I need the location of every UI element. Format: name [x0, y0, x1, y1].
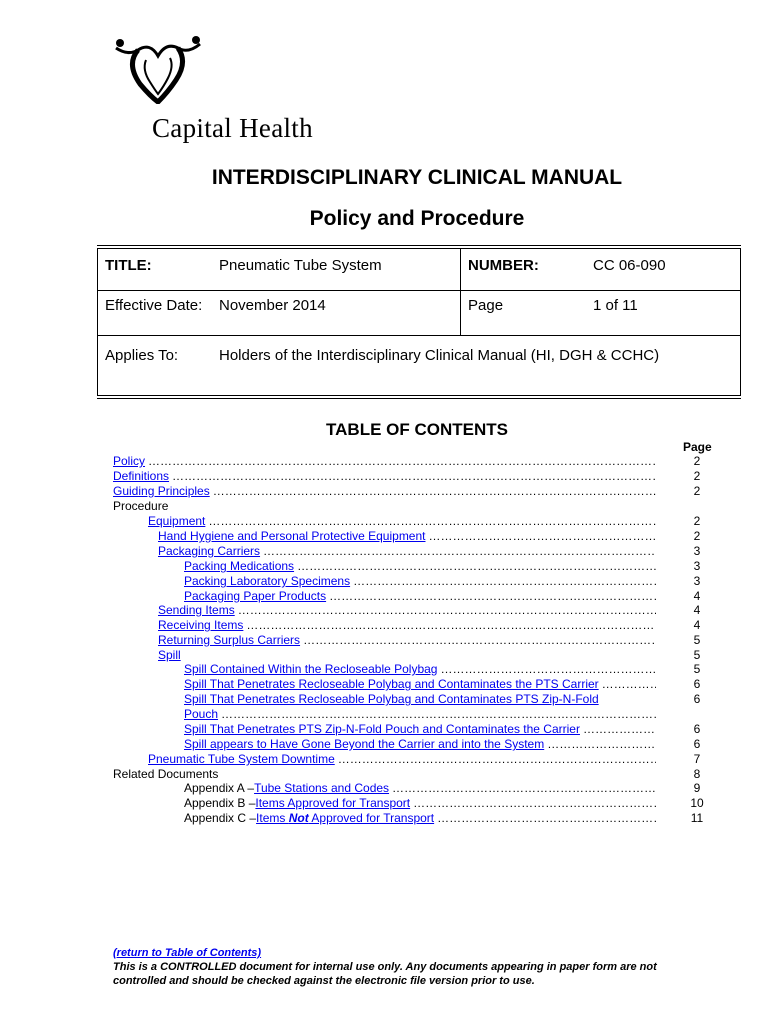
toc-entry — [184, 707, 656, 722]
appendix-label: Appendix C – — [184, 811, 257, 825]
table-bottom-rule — [97, 398, 741, 399]
toc-page-number: 9 — [693, 781, 701, 795]
toc-link-packaging-paper-products[interactable]: Packaging Paper Products — [184, 589, 327, 603]
toc-entry — [158, 544, 656, 559]
toc-page-number: 5 — [693, 648, 701, 662]
toc-link-sending-items[interactable]: Sending Items — [158, 603, 235, 617]
toc-link-policy[interactable]: Policy — [113, 454, 146, 468]
toc-entry — [184, 559, 656, 574]
toc-link-spill-into-system[interactable]: Spill appears to Have Gone Beyond the Carrier and into the System — [184, 737, 545, 751]
effective-date-value: November 2014 — [219, 297, 326, 314]
title-label: TITLE: — [105, 257, 152, 274]
link-text: Approved for Transport — [308, 811, 435, 825]
toc-page-number: 6 — [693, 722, 701, 736]
toc-page-number: 5 — [693, 633, 701, 647]
toc-entry — [184, 589, 656, 604]
toc-link-packing-medications[interactable]: Packing Medications — [184, 559, 295, 573]
toc-link-returning-surplus-carriers[interactable]: Returning Surplus Carriers — [158, 633, 301, 647]
toc-entry — [158, 633, 656, 648]
toc-section-related-documents — [113, 767, 656, 782]
toc-entry — [184, 722, 656, 737]
toc-page-number: 4 — [693, 618, 701, 632]
toc-link-items-approved[interactable]: Items Approved for Transport — [255, 796, 411, 810]
toc-entry — [184, 692, 656, 707]
toc-page-number: 8 — [693, 767, 701, 781]
toc-section-procedure — [113, 499, 656, 514]
toc-page-number: 3 — [693, 559, 701, 573]
toc-link-spill[interactable]: Spill — [158, 648, 181, 662]
toc-link-pts-downtime[interactable]: Pneumatic Tube System Downtime — [148, 752, 335, 766]
controlled-document-notice: This is a CONTROLLED document for internal use only. Any documents appearing in paper form are not controlled and should be checked against the electronic file version prior to use. — [113, 961, 657, 987]
number-label: NUMBER: — [468, 257, 539, 274]
link-emphasis: Not — [288, 811, 309, 825]
return-to-toc-link[interactable]: (return to Table of Contents) — [113, 947, 262, 959]
toc-link-packaging-carriers[interactable]: Packaging Carriers — [158, 544, 261, 558]
toc-page-number: 10 — [690, 796, 704, 810]
toc-page-number: 2 — [693, 454, 701, 468]
toc-page-number: 11 — [690, 811, 704, 825]
toc-page-number: 6 — [693, 677, 701, 691]
toc-entry — [113, 484, 656, 499]
title-value: Pneumatic Tube System — [219, 257, 382, 274]
toc-entry — [113, 469, 656, 484]
toc-entry — [158, 618, 656, 633]
table-top-rule — [97, 245, 741, 246]
table-column-divider — [460, 249, 461, 335]
capital-health-logo — [112, 36, 204, 104]
brand-name: Capital Health — [152, 113, 313, 143]
toc-entry — [184, 796, 656, 811]
toc-link-spill-contaminates-pouch[interactable]: Spill That Penetrates Recloseable Polybag and Contaminates PTS Zip-N-Fold — [184, 692, 599, 706]
toc-page-number: 5 — [693, 662, 701, 676]
toc-page-number: 3 — [693, 544, 701, 558]
manual-title: INTERDISCIPLINARY CLINICAL MANUAL — [211, 166, 623, 189]
toc-link-definitions[interactable]: Definitions — [113, 469, 170, 483]
toc-link-packing-lab-specimens[interactable]: Packing Laboratory Specimens — [184, 574, 351, 588]
toc-page-number: 2 — [693, 469, 701, 483]
appendix-label: Appendix A – — [184, 781, 255, 795]
toc-entry — [158, 648, 656, 663]
toc-page-number: 2 — [693, 529, 701, 543]
toc-entry — [158, 603, 656, 618]
toc-link-hand-hygiene[interactable]: Hand Hygiene and Personal Protective Equipment — [158, 529, 426, 543]
toc-entry — [184, 781, 656, 796]
toc-section-label: Related Documents — [113, 767, 219, 781]
applies-to-label: Applies To: — [105, 347, 179, 364]
page-label: Page — [468, 297, 504, 314]
toc-link-spill-contaminates-carrier[interactable]: Spill That Penetrates Recloseable Polybag and Contaminates the PTS Carrier — [184, 677, 599, 691]
toc-page-number: 4 — [693, 603, 701, 617]
document-type: Policy and Procedure — [309, 207, 525, 230]
toc-page-number: 6 — [693, 692, 701, 706]
toc-entry — [184, 811, 656, 826]
number-value: CC 06-090 — [593, 257, 666, 274]
toc-entry — [184, 574, 656, 589]
policy-info-table — [97, 248, 741, 396]
table-row-divider — [98, 335, 740, 336]
toc-page-number: 6 — [693, 737, 701, 751]
toc-entry — [158, 529, 656, 544]
toc-heading: TABLE OF CONTENTS — [326, 420, 508, 439]
toc-entry — [148, 514, 656, 529]
toc-link-receiving-items[interactable]: Receiving Items — [158, 618, 244, 632]
toc-page-number: 3 — [693, 574, 701, 588]
toc-link-guiding-principles[interactable]: Guiding Principles — [113, 484, 210, 498]
appendix-label: Appendix B – — [184, 796, 256, 810]
toc-page-number: 2 — [693, 514, 701, 528]
toc-page-number: 4 — [693, 589, 701, 603]
applies-to-value: Holders of the Interdisciplinary Clinical Manual (HI, DGH & CCHC) — [219, 347, 660, 364]
toc-link-spill-within-polybag[interactable]: Spill Contained Within the Recloseable Polybag — [184, 662, 438, 676]
link-text: Items — [256, 811, 289, 825]
table-row-divider — [98, 290, 740, 291]
effective-date-label: Effective Date: — [105, 297, 203, 314]
toc-link-items-not-approved[interactable] — [256, 811, 434, 826]
toc-page-number: 7 — [693, 752, 701, 766]
toc-entry — [184, 662, 656, 677]
page-value: 1 of 11 — [593, 297, 638, 314]
toc-page-column-header: Page — [683, 440, 712, 454]
toc-page-number: 2 — [693, 484, 701, 498]
toc-entry — [148, 752, 656, 767]
toc-entry — [184, 737, 656, 752]
page-footer — [113, 946, 703, 988]
toc-section-label: Procedure — [113, 499, 169, 513]
toc-link-tube-stations[interactable]: Tube Stations and Codes — [254, 781, 390, 795]
toc-entry — [184, 677, 656, 692]
toc-link-equipment[interactable]: Equipment — [148, 514, 206, 528]
toc-link-spill-contaminates-pouch-continued[interactable]: Pouch — [184, 707, 219, 721]
toc-entry — [113, 454, 656, 469]
toc-link-spill-through-pouch[interactable]: Spill That Penetrates PTS Zip-N-Fold Pouch and Contaminates the Carrier — [184, 722, 580, 736]
